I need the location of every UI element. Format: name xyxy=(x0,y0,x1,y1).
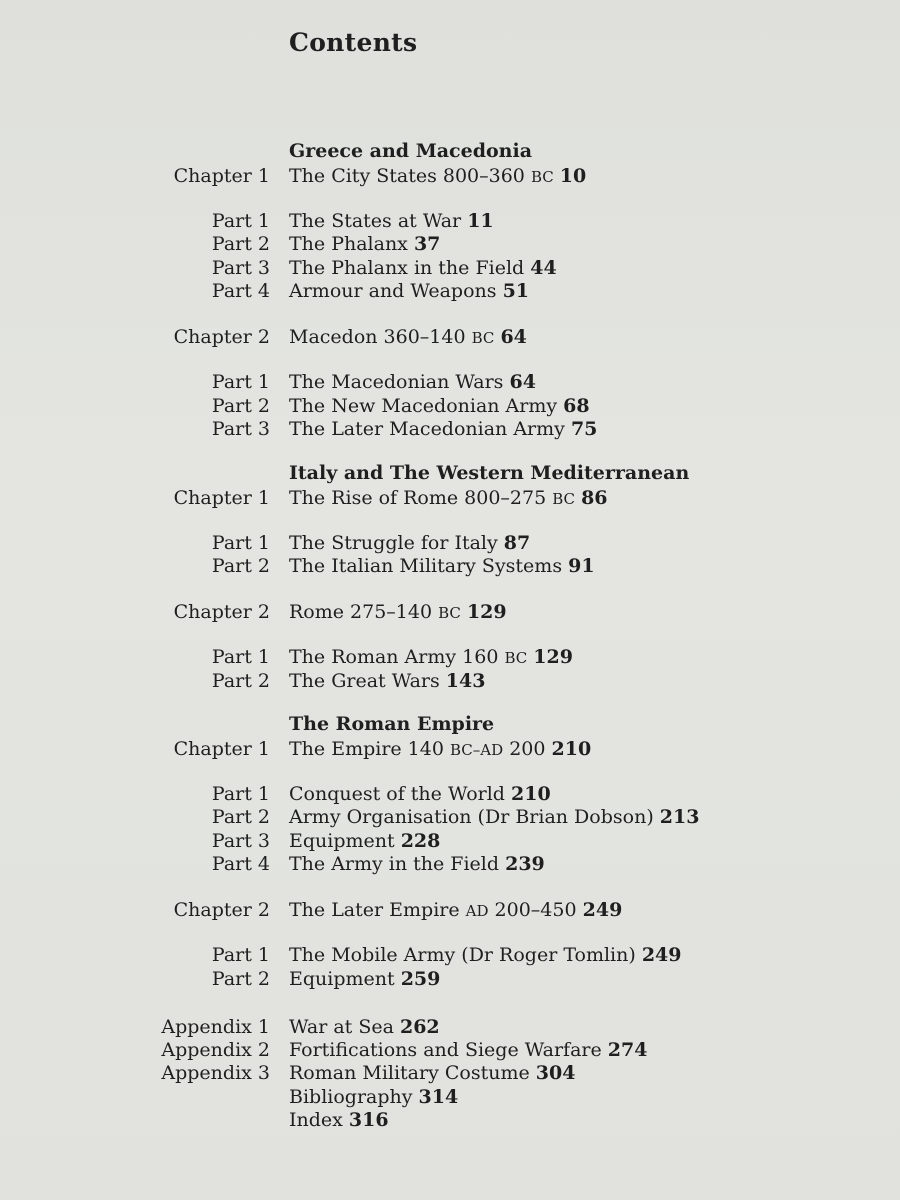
part-entry xyxy=(289,829,440,853)
page-number: 210 xyxy=(551,738,592,760)
part-row xyxy=(0,645,900,669)
part-entry xyxy=(289,394,590,418)
page-number: 51 xyxy=(502,280,530,303)
part-title: The Army in the Field xyxy=(289,853,500,876)
page-number: 239 xyxy=(505,853,545,876)
part-row xyxy=(0,394,900,418)
appendix-entry xyxy=(289,1061,575,1085)
part-row xyxy=(0,829,900,853)
part-entry xyxy=(289,256,557,280)
appendix-title: Bibliography xyxy=(289,1085,413,1108)
part-title: The Phalanx xyxy=(289,233,408,256)
part-row xyxy=(0,554,900,578)
chapter-row xyxy=(0,898,900,922)
chapter-title: The Empire 140 xyxy=(289,738,444,760)
section-heading-row xyxy=(0,712,900,736)
page-number: 11 xyxy=(467,210,494,232)
part-entry xyxy=(289,531,530,555)
appendix-label: Appendix 2 xyxy=(161,1039,270,1062)
appendix-title: Index xyxy=(289,1108,343,1131)
page-number: 10 xyxy=(559,165,587,187)
appendix-row xyxy=(0,1108,900,1132)
page-number: 228 xyxy=(400,829,441,852)
part-title: The States at War xyxy=(289,210,462,232)
chapter-label: Chapter 2 xyxy=(173,899,270,922)
appendix-entry xyxy=(289,1108,389,1132)
part-row xyxy=(0,256,900,280)
chapter-label: Chapter 2 xyxy=(173,601,270,624)
section-heading: Greece and Macedonia xyxy=(289,140,533,162)
chapter-era: BC xyxy=(471,329,495,348)
appendix-entry xyxy=(289,1085,458,1109)
chapter-era: BC xyxy=(530,168,554,186)
part-row xyxy=(0,967,900,991)
part-row xyxy=(0,782,900,806)
part-label: Part 2 xyxy=(211,394,270,417)
appendix-title: Fortifications and Siege Warfare xyxy=(289,1039,602,1062)
part-title: The Struggle for Italy xyxy=(289,532,498,554)
page-number: 143 xyxy=(445,669,486,692)
page-number: 91 xyxy=(568,555,595,578)
part-row xyxy=(0,370,900,394)
part-entry xyxy=(289,967,440,991)
page-number: 249 xyxy=(582,899,623,922)
chapter-entry xyxy=(289,898,622,923)
part-row xyxy=(0,852,900,876)
chapter-title: Macedon 360–140 xyxy=(289,326,466,349)
part-era: BC xyxy=(504,649,528,668)
page-number: 262 xyxy=(399,1016,440,1038)
chapter-label: Chapter 1 xyxy=(173,487,270,509)
page-number: 37 xyxy=(413,233,441,256)
chapter-row xyxy=(0,486,900,510)
part-title: The Mobile Army (Dr Roger Tomlin) xyxy=(289,944,636,967)
chapter-row xyxy=(0,164,900,188)
page-number: 274 xyxy=(607,1039,648,1062)
page-number: 68 xyxy=(563,394,590,417)
page-number: 314 xyxy=(418,1085,459,1108)
page-number: 129 xyxy=(466,601,507,624)
part-row xyxy=(0,417,900,441)
chapter-entry xyxy=(289,600,507,625)
part-entry xyxy=(289,370,536,394)
appendix-entry xyxy=(289,1038,647,1062)
appendix-row xyxy=(0,1015,900,1039)
appendix-title: Roman Military Costume xyxy=(289,1062,530,1085)
part-entry xyxy=(289,645,573,670)
chapter-title: Rome 275–140 xyxy=(289,601,433,624)
part-entry xyxy=(289,805,699,829)
page-number: 259 xyxy=(400,967,441,990)
chapter-entry xyxy=(289,737,591,762)
chapter-title-tail: 200–450 xyxy=(494,899,577,922)
part-title: The New Macedonian Army xyxy=(289,394,558,417)
part-label: Part 3 xyxy=(211,829,270,852)
part-label: Part 3 xyxy=(211,418,270,440)
page-number: 316 xyxy=(348,1108,389,1131)
part-label: Part 1 xyxy=(211,210,270,232)
chapter-row xyxy=(0,325,900,349)
part-title: The Great Wars xyxy=(289,669,440,692)
part-row xyxy=(0,669,900,693)
part-entry xyxy=(289,943,682,967)
part-title: Army Organisation (Dr Brian Dobson) xyxy=(289,806,654,829)
part-row xyxy=(0,279,900,303)
page-number: 249 xyxy=(641,944,682,967)
appendix-row xyxy=(0,1038,900,1062)
chapter-label: Chapter 2 xyxy=(173,326,270,349)
part-title: Armour and Weapons xyxy=(289,280,497,303)
chapter-era: BC xyxy=(438,604,461,623)
part-label: Part 2 xyxy=(211,967,270,990)
appendix-title: War at Sea xyxy=(289,1016,394,1038)
part-label: Part 1 xyxy=(211,646,270,669)
chapter-era: BC xyxy=(552,490,576,508)
section-heading-row xyxy=(0,461,900,485)
part-label: Part 2 xyxy=(211,669,270,692)
part-title: Equipment xyxy=(289,829,395,852)
appendix-label: Appendix 1 xyxy=(161,1016,270,1038)
part-entry xyxy=(289,209,494,233)
chapter-entry xyxy=(289,325,527,350)
page-title: Contents xyxy=(289,28,418,57)
page-number: 210 xyxy=(511,783,551,805)
page-number: 304 xyxy=(535,1062,576,1085)
section-heading: The Roman Empire xyxy=(289,713,495,735)
chapter-title: The Rise of Rome 800–275 xyxy=(289,487,547,509)
page-number: 75 xyxy=(570,418,598,440)
part-row xyxy=(0,531,900,555)
chapter-title: The Later Empire xyxy=(289,899,460,922)
part-label: Part 2 xyxy=(211,806,270,829)
page-number: 129 xyxy=(533,646,573,669)
part-label: Part 1 xyxy=(211,371,270,394)
part-entry xyxy=(289,279,529,303)
page-number: 86 xyxy=(581,487,608,509)
part-entry xyxy=(289,852,545,876)
page-number: 64 xyxy=(500,326,527,349)
page-number: 64 xyxy=(509,371,536,394)
part-entry xyxy=(289,782,551,806)
part-row xyxy=(0,232,900,256)
part-title: Conquest of the World xyxy=(289,783,505,805)
chapter-label: Chapter 1 xyxy=(173,165,270,187)
part-entry xyxy=(289,669,485,693)
section-heading: Italy and The Western Mediterranean xyxy=(289,462,690,484)
chapter-entry xyxy=(289,164,586,189)
appendix-row xyxy=(0,1061,900,1085)
chapter-era: AD xyxy=(465,902,489,921)
part-label: Part 1 xyxy=(211,532,270,554)
part-row xyxy=(0,805,900,829)
part-title: The Macedonian Wars xyxy=(289,371,504,394)
appendix-entry xyxy=(289,1015,440,1039)
page-number: 87 xyxy=(503,532,531,554)
chapter-title-tail: 200 xyxy=(509,738,546,760)
section-heading-row xyxy=(0,139,900,163)
part-label: Part 4 xyxy=(211,853,270,876)
chapter-label: Chapter 1 xyxy=(173,738,270,760)
part-label: Part 2 xyxy=(211,555,270,578)
part-title: Equipment xyxy=(289,967,395,990)
part-title: The Phalanx in the Field xyxy=(289,256,525,279)
appendix-row xyxy=(0,1085,900,1109)
part-entry xyxy=(289,417,597,441)
part-label: Part 3 xyxy=(211,256,270,279)
part-entry xyxy=(289,554,595,578)
part-title: The Later Macedonian Army xyxy=(289,418,565,440)
part-title: The Italian Military Systems xyxy=(289,555,563,578)
part-label: Part 2 xyxy=(211,233,270,256)
appendix-label: Appendix 3 xyxy=(161,1062,270,1085)
page-number: 213 xyxy=(659,806,700,829)
chapter-era: BC–AD xyxy=(450,741,504,759)
chapter-entry xyxy=(289,486,608,511)
part-row xyxy=(0,209,900,233)
chapter-title: The City States 800–360 xyxy=(289,165,525,187)
page-number: 44 xyxy=(530,256,557,279)
part-label: Part 1 xyxy=(211,783,270,805)
part-row xyxy=(0,943,900,967)
part-title: The Roman Army 160 xyxy=(289,646,499,669)
part-entry xyxy=(289,232,440,256)
chapter-row xyxy=(0,600,900,624)
chapter-row xyxy=(0,737,900,761)
part-label: Part 1 xyxy=(211,944,270,967)
part-label: Part 4 xyxy=(211,280,270,303)
